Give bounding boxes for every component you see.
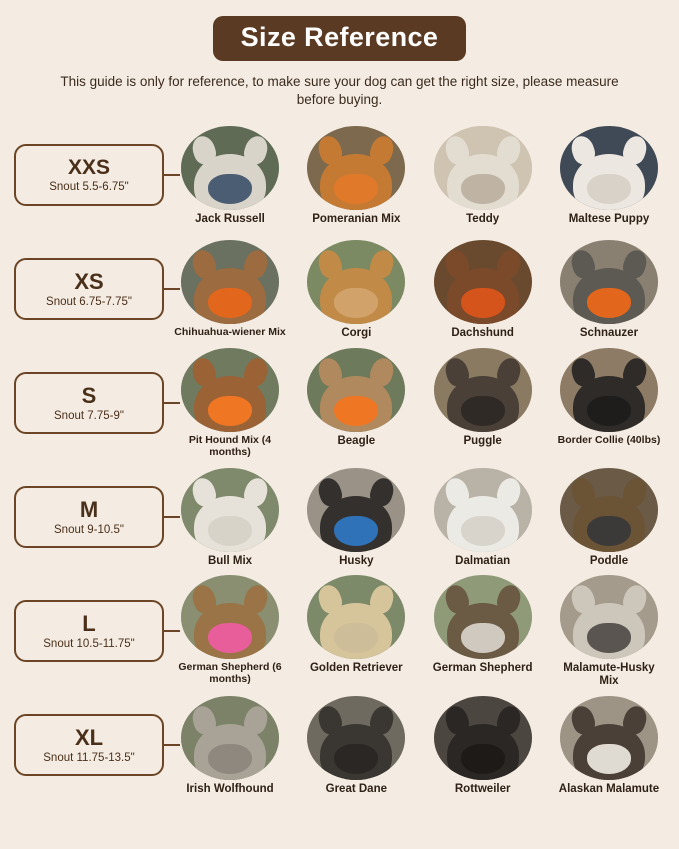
muzzle-shape <box>334 744 378 774</box>
muzzle-shape <box>461 744 505 774</box>
breed-caption: Poddle <box>589 554 629 567</box>
snout-measurement: Snout 5.5-6.75" <box>49 181 129 194</box>
dog-photo <box>434 696 532 780</box>
breed-cell <box>553 348 665 447</box>
row-connector-line <box>164 744 180 746</box>
dog-photo <box>560 696 658 780</box>
size-rows <box>14 121 665 799</box>
breed-caption: Husky <box>339 554 374 567</box>
dog-photo <box>434 126 532 210</box>
size-label: XS <box>74 268 104 294</box>
muzzle-shape <box>461 623 505 653</box>
breed-cells <box>168 696 665 796</box>
size-label: XXS <box>67 156 111 180</box>
dog-photo <box>307 126 405 210</box>
breed-caption: Maltese Puppy <box>568 212 650 225</box>
dog-photo <box>434 348 532 432</box>
size-badge <box>14 714 164 776</box>
breed-cell <box>174 240 286 339</box>
breed-caption: Dachshund <box>451 326 514 339</box>
snout-measurement: Snout 7.75-9" <box>54 409 124 422</box>
muzzle-shape <box>587 744 631 774</box>
breed-cell <box>427 575 539 675</box>
snout-measurement: Snout 11.75-13.5" <box>43 751 135 764</box>
size-badge <box>14 258 164 320</box>
breed-caption: Great Dane <box>325 782 387 795</box>
muzzle-shape <box>587 623 631 653</box>
dog-photo <box>181 468 279 552</box>
breed-cell <box>300 126 412 226</box>
size-label: L <box>82 610 96 636</box>
snout-measurement: Snout 6.75-7.75" <box>46 295 132 308</box>
breed-cells <box>168 240 665 340</box>
dog-photo <box>434 468 532 552</box>
breed-caption: Beagle <box>337 435 376 448</box>
size-row <box>14 691 665 799</box>
breed-cell <box>300 468 412 568</box>
breed-caption: Golden Retriever <box>309 662 403 675</box>
breed-caption: Irish Wolfhound <box>186 782 274 795</box>
breed-cell <box>427 468 539 568</box>
size-badge <box>14 600 164 662</box>
size-label: S <box>81 382 97 408</box>
breed-caption: Schnauzer <box>579 326 639 339</box>
dog-photo <box>307 696 405 780</box>
row-connector-line <box>164 288 180 290</box>
breed-cells <box>168 575 665 688</box>
size-badge <box>14 372 164 434</box>
dog-photo <box>307 240 405 324</box>
breed-caption: Jack Russell <box>195 212 265 225</box>
breed-caption: German Shepherd (6 months) <box>178 661 282 685</box>
breed-cells <box>168 468 665 568</box>
muzzle-shape <box>587 396 631 426</box>
size-row <box>14 577 665 685</box>
breed-cell <box>553 575 665 688</box>
breed-cell <box>427 240 539 340</box>
breed-cell <box>553 468 665 568</box>
dog-photo <box>181 348 279 432</box>
page-title: Size Reference <box>213 16 467 61</box>
row-connector-line <box>164 516 180 518</box>
size-badge <box>14 486 164 548</box>
dog-photo <box>181 240 279 324</box>
muzzle-shape <box>208 623 252 653</box>
size-row <box>14 235 665 343</box>
size-row <box>14 463 665 571</box>
dog-photo <box>560 468 658 552</box>
dog-photo <box>307 468 405 552</box>
breed-cell <box>427 696 539 796</box>
breed-caption: Pit Hound Mix (4 months) <box>188 434 272 458</box>
muzzle-shape <box>461 516 505 546</box>
dog-photo <box>434 240 532 324</box>
muzzle-shape <box>334 623 378 653</box>
muzzle-shape <box>334 396 378 426</box>
snout-measurement: Snout 9-10.5" <box>54 523 124 536</box>
row-connector-line <box>164 174 180 176</box>
muzzle-shape <box>208 744 252 774</box>
dog-photo <box>181 696 279 780</box>
size-label: XL <box>74 724 104 750</box>
breed-cells <box>168 126 665 226</box>
dog-photo <box>560 240 658 324</box>
muzzle-shape <box>208 174 252 204</box>
breed-cell <box>300 575 412 675</box>
breed-caption: Dalmatian <box>455 554 511 567</box>
muzzle-shape <box>208 516 252 546</box>
muzzle-shape <box>208 396 252 426</box>
breed-caption: Border Collie (40lbs) <box>557 434 661 447</box>
size-row <box>14 349 665 457</box>
muzzle-shape <box>587 174 631 204</box>
breed-caption: Rottweiler <box>454 782 511 795</box>
muzzle-shape <box>587 288 631 318</box>
muzzle-shape <box>208 288 252 318</box>
breed-cell <box>174 468 286 568</box>
breed-cell <box>300 240 412 340</box>
breed-cell <box>174 696 286 796</box>
breed-cell <box>174 348 286 459</box>
row-connector-line <box>164 402 180 404</box>
dog-photo <box>560 126 658 210</box>
breed-cell <box>553 696 665 796</box>
muzzle-shape <box>587 516 631 546</box>
dog-photo <box>560 575 658 659</box>
dog-photo <box>434 575 532 659</box>
muzzle-shape <box>334 516 378 546</box>
muzzle-shape <box>461 396 505 426</box>
snout-measurement: Snout 10.5-11.75" <box>43 637 135 650</box>
breed-caption: Chihuahua-wiener Mix <box>174 325 286 338</box>
muzzle-shape <box>334 288 378 318</box>
breed-caption: Teddy <box>466 212 500 225</box>
breed-cells <box>168 348 665 459</box>
muzzle-shape <box>461 174 505 204</box>
size-row <box>14 121 665 229</box>
breed-cell <box>174 575 286 686</box>
muzzle-shape <box>461 288 505 318</box>
title-container <box>14 16 665 61</box>
dog-photo <box>560 348 658 432</box>
breed-caption: Malamute-Husky Mix <box>563 662 655 687</box>
breed-caption: Pomeranian Mix <box>312 212 401 225</box>
breed-caption: Alaskan Malamute <box>558 782 660 795</box>
breed-caption: Puggle <box>463 435 502 448</box>
breed-cell <box>427 126 539 226</box>
breed-caption: Bull Mix <box>207 554 253 567</box>
page-subtitle: This guide is only for reference, to make sure your dog can get the right size, please measure before buying. <box>60 74 619 108</box>
dog-photo <box>307 348 405 432</box>
breed-cell <box>300 348 412 448</box>
dog-photo <box>307 575 405 659</box>
breed-cell <box>300 696 412 796</box>
size-badge <box>14 144 164 206</box>
breed-caption: German Shepherd <box>432 662 533 675</box>
breed-cell <box>174 126 286 226</box>
dog-photo <box>181 575 279 659</box>
breed-cell <box>553 240 665 340</box>
breed-caption: Corgi <box>341 326 372 339</box>
row-connector-line <box>164 630 180 632</box>
size-label: M <box>79 496 99 522</box>
muzzle-shape <box>334 174 378 204</box>
breed-cell <box>553 126 665 226</box>
breed-cell <box>427 348 539 448</box>
dog-photo <box>181 126 279 210</box>
